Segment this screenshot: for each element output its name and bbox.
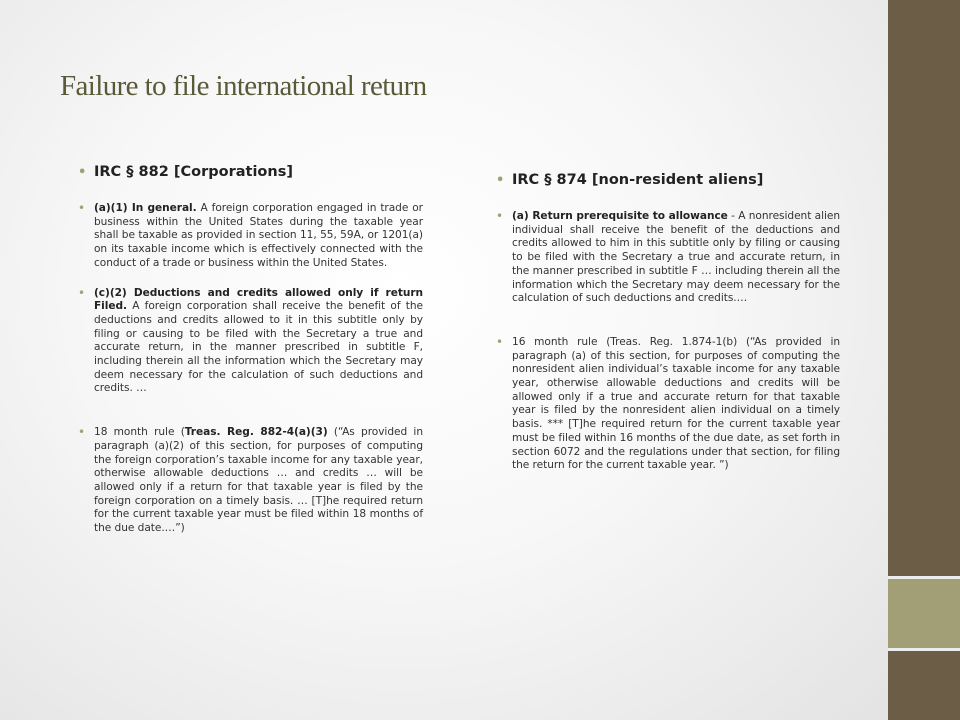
left-paragraph-1 xyxy=(78,202,423,271)
left-p3-text: (“As provided in paragraph (a)(2) of this section, for purposes of computing the foreign corporation’s taxable income for any taxable year, otherwise allowable deductions … and credits … will be allowed only if a return for that taxable year is filed by the foreign corporation on a timely basis. … [T]he required return for the current taxable year must be filed within 18 months of the due date.…”) xyxy=(94,426,423,535)
left-column xyxy=(78,162,423,536)
sidebar-block-middle xyxy=(888,579,960,648)
right-heading xyxy=(496,170,840,190)
right-p1-bold: (a) Return prerequisite to allowance xyxy=(512,210,728,222)
right-p2-text: 16 month rule (Treas. Reg. 1.874-1(b) (“As provided in paragraph (a) of this section, for purposes of computing the nonresident alien individual’s taxable income for any taxable year, otherwise allowable deductions and credits will be allowed only if a true and accurate return for that taxable year is filed by the nonresident alien individual on a timely basis. *** [T]he required return for the current taxable year must be filed within 16 months of the due date, as set forth in section 6072 and the regulations under that section, for filing the return for the current taxable year. ”) xyxy=(512,335,840,472)
right-p1-text: - A nonresident alien individual shall receive the benefit of the deductions and credits allowed to him in this subtitle only by filing or causing to be filed with the Secretary a true and accurate return, in the manner prescribed in subtitle F … including therein all the information which the Secretary may deem necessary for the calculation of such deductions and credits.… xyxy=(512,210,841,305)
right-heading-text: IRC § 874 [non-resident aliens] xyxy=(512,172,764,188)
decorative-sidebar xyxy=(888,0,960,720)
right-paragraph-2 xyxy=(496,336,840,473)
slide-title: Failure to file international return xyxy=(60,70,427,102)
left-p2-text: A foreign corporation shall receive the benefit of the deductions and credits allowed to it in this subtitle only by filing or causing to be filed with the Secretary a true and accurate return, in the manner prescribed in subtitle F, including therein all the information which the Secretary may deem necessary for the calculation of such deductions and credits. … xyxy=(94,300,423,395)
left-paragraph-3 xyxy=(78,426,423,536)
left-p1-bold: (a)(1) In general. xyxy=(94,202,197,214)
left-p1-text: A foreign corporation engaged in trade or business within the United States during the taxable year shall be taxable as provided in section 11, 55, 59A, or 1201(a) on its taxable income which is effectively connected with the conduct of a trade or business within the United States. xyxy=(94,202,423,269)
left-heading xyxy=(78,162,423,182)
left-p3-pre: 18 month rule ( xyxy=(94,426,185,439)
sidebar-block-bottom xyxy=(888,651,960,720)
left-paragraph-2 xyxy=(78,287,423,397)
sidebar-block-top xyxy=(888,0,960,576)
right-paragraph-1 xyxy=(496,210,840,306)
left-p3-bold: Treas. Reg. 882-4(a)(3) xyxy=(184,426,328,439)
right-column xyxy=(496,170,840,473)
left-p2-bold: (c)(2) Deductions and credits allowed only if return Filed. xyxy=(94,286,423,313)
left-heading-text: IRC § 882 [Corporations] xyxy=(94,164,293,180)
